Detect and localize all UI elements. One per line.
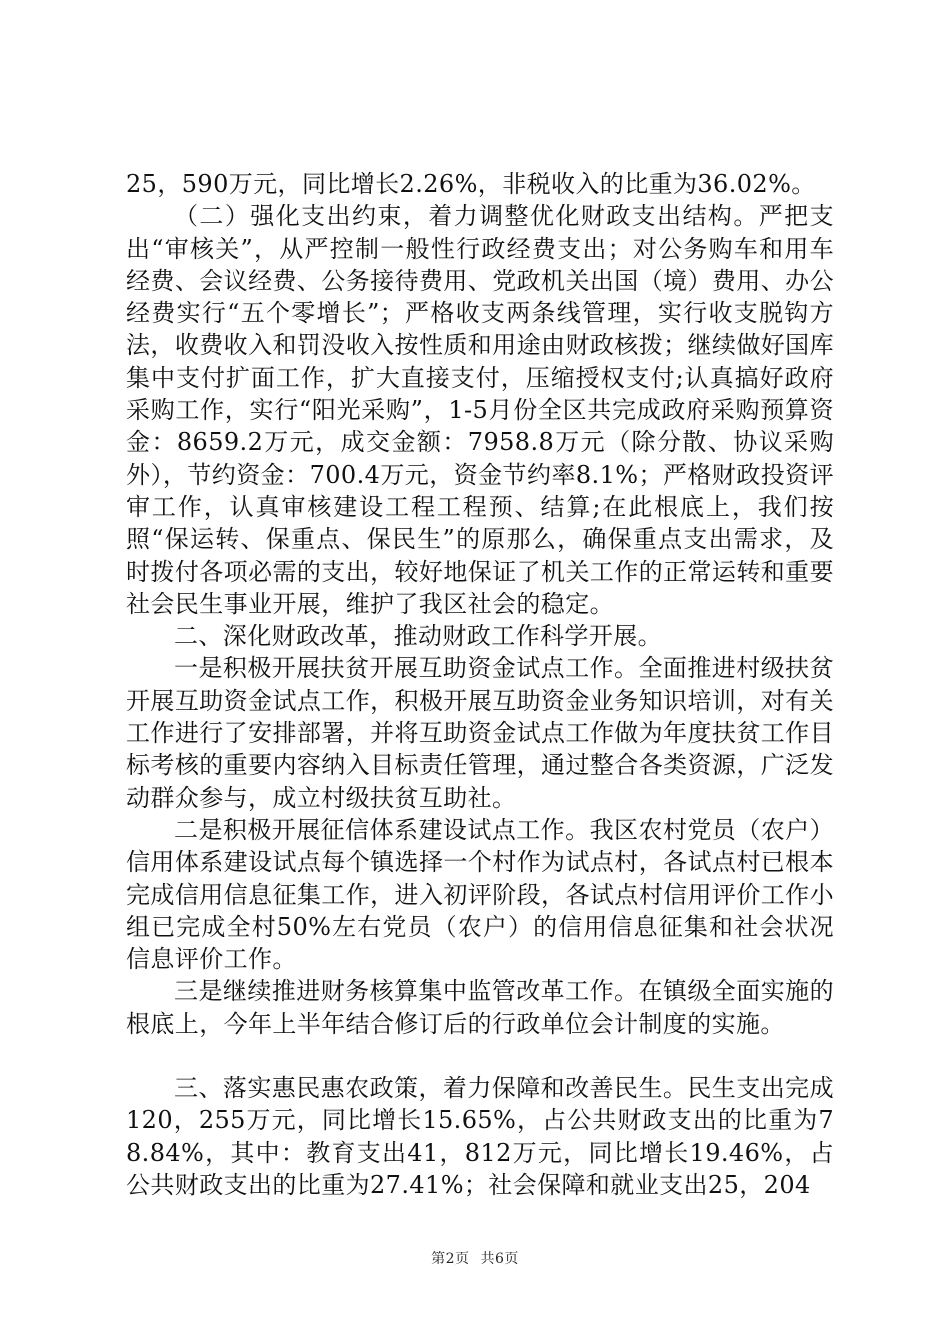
page-footer xyxy=(0,1248,950,1268)
paragraph-revenue-tail: 25，590万元，同比增长2.26%，非税收入的比重为36.02%。 xyxy=(126,170,816,198)
page-number: 第2页 xyxy=(431,1251,470,1267)
section-heading-fiscal-reform: 二、深化财政改革，推动财政工作科学开展。 xyxy=(174,622,662,651)
paragraph-credit-system-pilot: 二是积极开展征信体系建设试点工作。我区农村党员（农户）信用体系建设试点每个镇选择一个村作为试点村，各试点村已根本完成信用信息征集工作，进入初评阶段，各试点村信用评价工作小组已完成全村50%左右党员（农户）的信用信息征集和社会状况信息评价工作。 xyxy=(126,815,834,974)
paragraph-spacer xyxy=(126,1040,834,1072)
paragraph-accounting-reform: 三是继续推进财务核算集中监管改革工作。在镇级全面实施的根底上，今年上半年结合修订后的行政单位会计制度的实施。 xyxy=(126,977,834,1038)
paragraph-poverty-fund-pilot: 一是积极开展扶贫开展互助资金试点工作。全面推进村级扶贫开展互助资金试点工作，积极开展互助资金业务知识培训，对有关工作进行了安排部署，并将互助资金试点工作做为年度扶贫工作目标考核的重要内容纳入目标责任管理，通过整合各类资源，广泛发动群众参与，成立村级扶贫互助社。 xyxy=(126,654,834,812)
page-total: 共6页 xyxy=(480,1251,519,1267)
paragraph-livelihood-policy: 三、落实惠民惠农政策，着力保障和改善民生。民生支出完成120，255万元，同比增长15.65%，占公共财政支出的比重为78.84%，其中：教育支出41，812万元，同比增长19.46%，占公共财政支出的比重为27.41%；社会保障和就业支出25，204 xyxy=(126,1074,834,1199)
document-body xyxy=(126,168,834,1201)
paragraph-expenditure-control: （二）强化支出约束，着力调整优化财政支出结构。严把支出“审核关”，从严控制一般性行政经费支出；对公务购车和用车经费、会议经费、公务接待费用、党政机关出国（境）费用、办公经费实行“五个零增长”；严格收支两条线管理，实行收支脱钩方法，收费收入和罚没收入按性质和用途由财政核拨；继续做好国库集中支付扩面工作，扩大直接支付，压缩授权支付;认真搞好政府采购工作，实行“阳光采购”，1-5月份全区共完成政府采购预算资金：8659.2万元，成交金额：7958.8万元（除分散、协议采购外），节约资金：700.4万元，资金节约率8.1%；严格财政投资评审工作，认真审核建设工程工程预、结算;在此根底上，我们按照“保运转、保重点、保民生”的原那么，确保重点支出需求，及时拨付各项必需的支出，较好地保证了机关工作的正常运转和重要社会民生事业开展，维护了我区社会的稳定。 xyxy=(126,202,834,618)
